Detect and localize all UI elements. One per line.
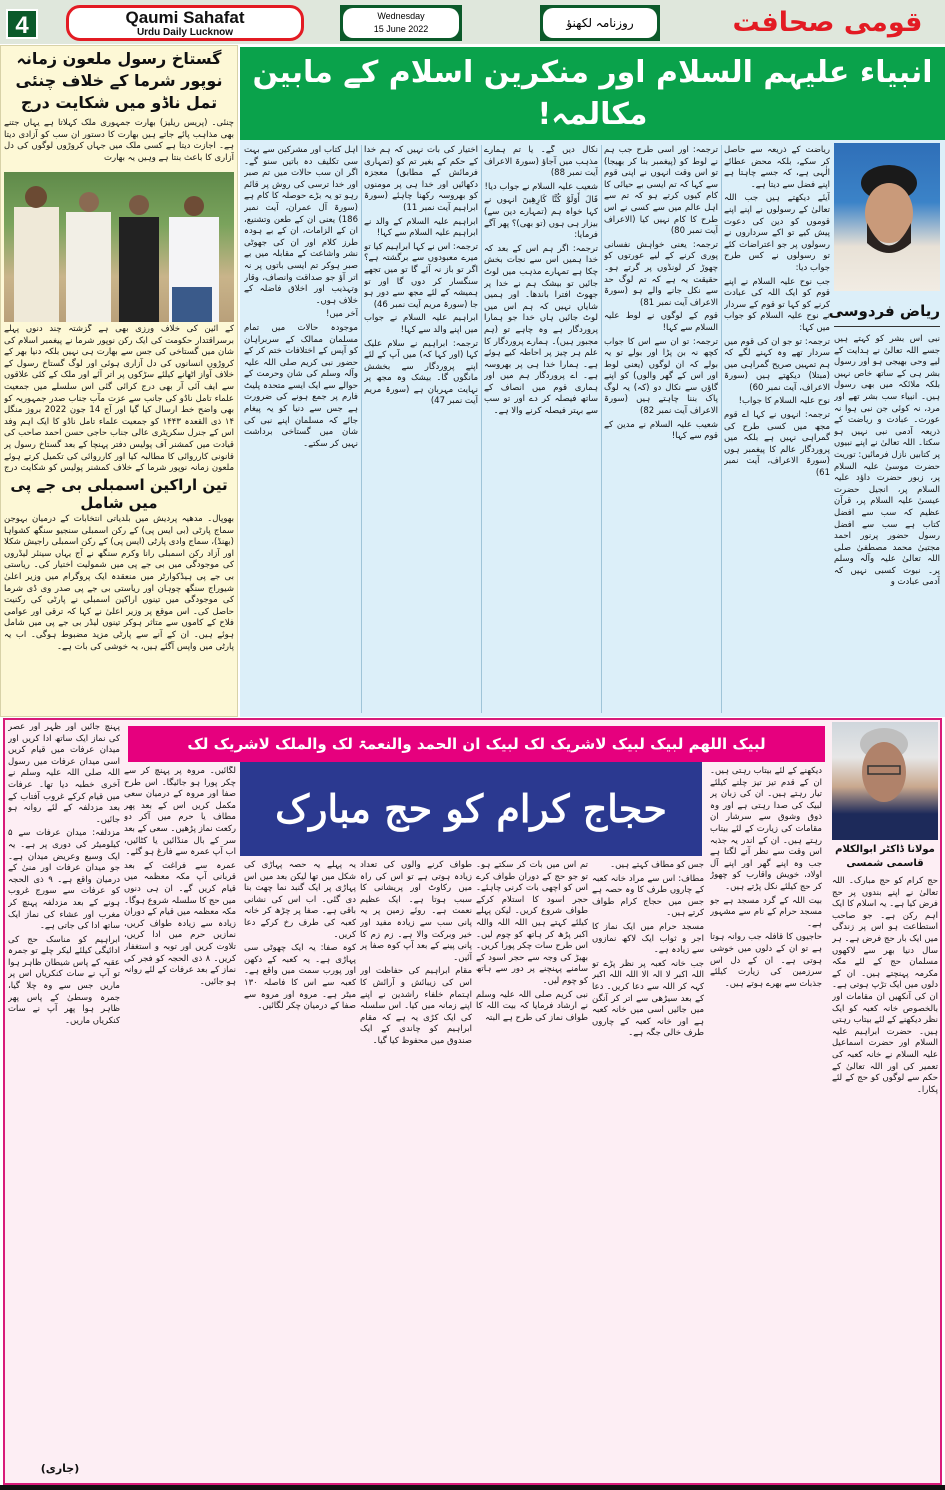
paragraph: قَالَ أَوَلَوْ كُنَّا كَارِهِينَ انہوں نے کہا خواہ ہم (تمہارے دین سے) بیزار ہی ہوں (تو بھی)؟ پھر آگے فرمایا: (484, 195, 598, 241)
paragraph: نبی کریم صلی اللہ علیہ وسلم نے ارشاد فرمایا کہ بیت اللہ کا طواف نماز کی طرح ہے البتہ (476, 989, 588, 1023)
news-photo (4, 172, 234, 322)
paragraph: مسجد حرام میں ایک نماز کا اجر و ثواب ایک لاکھ نمازوں سے زیادہ ہے۔ (592, 921, 704, 956)
paragraph: جب خانہ کعبہ پر نظر پڑے تو اللہ اکبر لا الہ الا اللہ اللہ اکبر کہہ کر اللہ سے دعا کریں۔ دعا کے بعد سیڑھی سے اتر کر آنگن میں جائیں اسی میں خانہ کعبہ ہے اور خانہ کعبہ کے چاروں طرف خالی جگہ ہے۔ (592, 958, 704, 1039)
paragraph: کوہ صفا: یہ ایک چھوٹی سی پہاڑی ہے۔ یہ کعبہ کے دکھن اور پورب سمت میں واقع ہے۔ کعبہ سے اس کا فاصلہ ۱۳۰ میٹر ہے۔ مروہ اور مروہ سے صفا کے درمیان چکر لگائیں۔ (244, 943, 356, 1012)
paragraph: ابراہیم کو مناسک حج کی ادائیگی کیلئے لیکر چلے تو جمرہ عقبہ کے پاس شیطان ظاہر ہوا تو آپ نے سات کنکریاں اس پر ماریں جس سے وہ چلا گیا، جمرہ وسطیٰ کے پاس پھر ظاہر ہوا پھر آپ نے سات کنکریاں ماریں۔ (8, 934, 120, 1026)
paragraph: کے آئین کی خلاف ورزی بھی ہے گزشتہ چند دنوں پہلے برسراقتدار حکومت کی ایک رکن نوپور شرما نے پیغمبر اسلام کی شان میں گستاخی کی جس سے بھارت ہی نہیں بلکہ دنیا بھر کے کروڑوں انسانوں کی دل آزاری ہوئی اور لوگ گستاخ رسول کے خلاف آواز اٹھانے کیلئے سڑکوں پر اتر آئے اور ملک کے کئی علاقوں سے ایف آئی آر بھی درج کرائی گئی اس سلسلے میں جمعیت علماء تامل ناڈو کی جانب سے عزت مآب جناب صدر جمہوریہ کو بھی واضح خط ارسال کیا گیا اور آج 14 جون 2022 بروز منگل ۱۴ ذی القعدہ ۱۴۴۳ کو جمعیت علماء تامل ناڈو کا ایک اہم وفد اس کے جنرل سکریٹری عالی جناب حاجی حسن احمد صاحب کی قیادت میں کمشنر آف پولیس دفتر پہنچا کے بعد گستاخ رسول پر قانونی کارروائی کا مطالبہ کیا اور کارروائی کی تکمیل کرتے ہوئے ملعون زمانہ نوپور شرما کے خلاف کمشنر پولیس کو شکایت درج (4, 324, 234, 474)
masthead-logo (66, 5, 304, 41)
article-column (724, 145, 830, 713)
article-column (364, 145, 478, 713)
paragraph: بیت اللہ کے گرد مسجد ہے جو مسجد حرام کے نام سے مشہور ہے۔ (710, 895, 822, 929)
main-headline: انبیاء علیہم السلام اور منکرین اسلام کے مابین مکالمہ! (240, 47, 945, 140)
date-box (340, 5, 462, 41)
article-column (244, 145, 358, 713)
author-name: مولانا ڈاکٹر ابوالکلام قاسمی شمسی (835, 844, 935, 869)
column-divider (721, 145, 722, 713)
paragraph: جس کو مطاف کہتے ہیں۔ (610, 860, 704, 870)
paragraph: طواف کرنے والوں کی تعداد زیادہ ہوتی ہے تو اس کی راہ میں رکاوٹ اور پریشانی کا سبب ہوتا ہے۔ ایک عظیم نعمت ہے۔ روئے زمین پر یہ پانی سب سے زیادہ مفید اور خیر وبرکت والا ہے۔ زم زم کا پانی پینے کے بعد آپ کوہ صفا پر آئیں۔ (360, 860, 472, 963)
left-story-intro (4, 118, 234, 170)
article-column (832, 876, 938, 1482)
paragraph: ریاضت کے ذریعہ سے حاصل کر سکے، بلکہ محض عطائے الٰہی ہے، کہ جسے چاہتا ہے اپنے فضل سے دیتا ہے۔ (724, 145, 830, 190)
second-headline: تین اراکین اسمبلی بی جے پی میں شامل (10, 476, 228, 512)
paragraph: مقام ابراہیم کی حفاظت اور اس کی زیبائش و آرائش کا اہتمام خلفاء راشدین نے اپنے اپنے زمانہ میں کیا۔ اس سلسلہ کی ایک کڑی یہ ہے کہ مقام ابراہیم کو چاندی کے ایک صندوق میں محفوظ کیا گیا۔ (360, 966, 472, 1046)
paragraph: اختیار کی بات نہیں کہ ہم خدا کے حکم کے بغیر تم کو (تمہاری فرمائش کے مطابق) معجزہ دکھائیں اور خدا ہی پر مومنوں کو بھروسہ رکھنا چاہئے (سورۃ ابراہیم آیت نمبر 11) (364, 145, 478, 213)
paragraph: نکال دیں گے۔ یا تم ہمارے مذہب میں آجاؤ (سورۃ الاعراف آیت نمبر 88) (484, 145, 598, 179)
paragraph: مزدلفہ: میدان عرفات سے ۵ کیلومیٹر کی دوری پر ہے۔ یہ ایک وسیع وعریض میدان ہے۔ جو میدان عرفات اور منیٰ کے درمیان واقع ہے۔ ۹ ذی الحجہ کو عرفات سے سورج غروب ہونے کے بعد مزدلفہ پہنچ کر مغرب اور عشاء کی نماز ایک ساتھ ادا کی جاتی ہے۔ (8, 828, 120, 932)
paragraph: شعیب علیہ السلام نے مدین کے قوم سے کہا! (604, 419, 718, 442)
talbiyah-banner: لبیک اللھم لبیک لبیک لاشریک لک لبیک ان الحمد والنعمۃ لک والملک لاشریک لک (128, 726, 825, 762)
paragraph: ترجمہ: یعنی خواہش نفسانی پوری کرنے کے لیے عورتوں کو چھوڑ کر لونڈوں پر گرتے ہو۔ حقیقت یہ ہے کہ تم لوگ حد سے نکل جانے والے ہو (سورۃ الاعراف آیت نمبر 81) (604, 239, 718, 308)
author-photo (834, 143, 940, 291)
article-column (8, 722, 120, 1460)
article-column (592, 860, 704, 1482)
paragraph: آیئے دیکھتے ہیں جب اللہ تعالیٰ کے رسولوں نے اپنے اپنے قوموں کو دین کی دعوت پیش کیے تو اکے سرداروں نے رسولوں پر جو اعتراضات کئے تو رسولوں نے کس طرح جواب دیا: (724, 193, 830, 273)
left-story-headline: گستاخ رسول ملعون زمانہ نوپور شرما کے خلاف چنئی تمل ناڈو میں شکایت درج (15, 49, 223, 112)
date: 15 June 2022 (373, 24, 429, 34)
paragraph: لگائیں۔ مروہ پر پہنچ کر سے چکر پورا ہو جائیگا۔ اس طرح صفا اور مروہ کے درمیان سعی مکمل کریں اس کے بعد پھر مطاف یا حرم میں آکر دو رکعت نماز پڑھیں۔ سعی کے بعد سر کے بال منڈائیں یا کٹائیں، اب آپ عمرہ سے فارغ ہو گئے۔ (124, 766, 236, 858)
paragraph: ترجمہ: تو ان سے اس کا جواب کچھ نہ بن پڑا اور بولے تو یہ بولے کہ ان لوگوں (یعنی لوط اور اس کے گھر والوں) کو اپنے گاؤں سے نکال دو (کہ) یہ لوگ پاک بننا چاہتے ہیں (سورۃ الاعراف آیت نمبر 82) (604, 336, 718, 417)
paragraph: ترجمہ: اس نے کہا ابراہیم کیا تو میرے معبودوں سے برگشتہ ہے؟ اگر تو باز نہ آئے گا تو میں تجھے سنگسار کر دوں گا اور تو ہمیشہ کے لئے مجھ سے دور ہو جا (سورۃ مریم آیت نمبر 46) (364, 241, 478, 310)
paragraph: موجودہ حالات میں تمام مسلمان ممالک کے سربراہان کو آپس کے اختلافات ختم کر کے حضور نبی کریم صلی اللہ علیہ وآلہ وسلم کی شان وحرمت کے حوالے سے ایک ایسے متحدہ پلیٹ فارم پر جمع ہونے کی ضرورت ہے جس سے دنیا کو یہ پیغام جائے کہ مسلمان اپنے نبی کی شان میں گستاخی برداشت نہیں کر سکتے۔ (244, 322, 358, 449)
urdu-logo: قومی صحافت (732, 7, 923, 38)
masthead-title: Qaumi Sahafat (125, 8, 245, 27)
paragraph: مطاف: اس سے مراد خانہ کعبہ کے چاروں طرف کا وہ حصہ ہے جس میں حجاج کرام طواف کرتے ہیں۔ (592, 873, 704, 919)
article-column (244, 860, 356, 1482)
paragraph: ترجمہ: اگر ہم اس کے بعد کہ خدا ہمیں اس سے نجات بخش چکا ہے تمہارے مذہب میں لوٹ جائیں تو بیشک ہم نے خدا پر جھوٹ افترا باندھا۔ اور ہمیں شایاں نہیں کہ ہم اس میں لوٹ جائیں ہاں خدا جو ہمارا پروردگار ہے وہ چاہے تو (ہم مجبور ہیں)۔ ہمارے پروردگار کا علم ہر چیز پر احاطہ کیے ہوئے ہے۔ ہمارا خدا ہی پر بھروسہ ہے۔ اے پروردگار ہم میں اور ہماری قوم میں انصاف کے ساتھ فیصلہ کر دے اور تو سب سے بہتر فیصلہ کرنے والا ہے۔ (484, 243, 598, 417)
paragraph: نبی اس بشر کو کہتے ہیں جسے اللہ تعالیٰ نے ہدایت کے لیے وحی بھیجی ہو اور رسول بشر ہی کے ساتھ خاص نہیں بلکہ ملائکہ میں بھی رسول ہیں۔ انبیاء سب بشر تھے اور مرد، نہ کوئی جن نبی ہوا نہ عورت۔ عبادت و ریاضت کے ذریعہ آدمی نبی نہیں ہو سکتا۔ اللہ تعالیٰ نے اپنے نبیوں پر کتابیں نازل فرمائیں: توریت حضرت موسیٰ علیہ السلام پر، زبور حضرت داؤد علیہ السلام پر، انجیل حضرت عیسیٰ علیہ السلام پر، قرآن عظیم کہ سب سے افضل کتاب ہے سب سے افضل رسول حضور پرنور احمد مجتبیٰ محمد مصطفیٰ صلی اللہ تعالیٰ علیہ وآلہ وسلم پر۔ نبوت کسبی نہیں کہ آدمی عبادت و (834, 334, 940, 588)
left-story-body (4, 324, 234, 474)
article-column (484, 145, 598, 713)
paragraph: آخر میں! (325, 309, 358, 320)
paragraph: جب نوح علیہ السلام نے اپنے قوم کو ایک اللہ کی عبادت کرنے کو کہا تو قوم کے سردار نے نوح علیہ السلام کو جواب میں کہا: (724, 276, 830, 333)
paragraph: اہل کتاب اور مشرکین سے بہت سی تکلیف دہ باتیں سنو گے۔ اگر ان سب حالات میں تم صبر اور خدا ترسی کی روش پر قائم رہو تو یہ بڑے حوصلہ کا کام ہے (سورۃ آل عمران، آیت نمبر 186) یعنی ان کے طعن وتشنیع، ان کے الزامات، ان کے بے ہودہ طرز کلام اور ان کی جھوٹی نشر واشاعت کے مقابلہ میں بے صبر ہوکر تم ایسی باتوں پر نہ اتر آؤ جو صداقت وانصاف، وقار وتہذیب اور اخلاق فاضلہ کے خلاف ہوں۔ (244, 145, 358, 306)
paragraph: ابراہیم علیہ السلام نے جواب میں اپنے والد سے کہا! (364, 313, 478, 335)
paragraph: عمرہ سے فراغت کے بعد قربانی آپ مکہ معظمہ میں قیام کریں گے۔ ان ہی دنوں میں حج کا سلسلہ شروع ہوگا۔ مکہ معظمہ میں قیام کے دوران زیادہ سے زیادہ طواف کریں، نمازیں حرم میں ادا کریں، تلاوت کریں اور توبہ و استغفار کریں۔ ۸ ذی الحجہ کو فجر کی نماز کے بعد عرفات کے لئے روانہ ہو جائیں۔ (124, 860, 236, 987)
paragraph: نوح علیہ السلام کا جواب! (738, 396, 830, 407)
paragraph: حج کرام کو حج مبارک۔ اللہ تعالیٰ نے اپنے بندوں پر حج فرض کیا ہے۔ یہ اسلام کا ایک اہم رکن ہے۔ جو صاحب استطاعت ہو اس پر زندگی میں ایک بار حج فرض ہے۔ ہر سال دنیا بھر سے لاکھوں مسلمان حج کے لئے مکہ مکرمہ پہنچتے ہیں۔ ان کے دلوں میں ایک تڑپ ہوتی ہے۔ ان کی آنکھیں ان مقامات اور بالخصوص خانہ کعبہ کو ایک نظر دیکھنے کے لئے بیتاب رہتی ہیں۔ حضرت ابراہیم علیہ السلام اور حضرت اسماعیل علیہ السلام نے خانہ کعبہ کی تعمیر کی اور اللہ تعالیٰ کے حکم سے لوگوں کو حج کے لئے پکارا۔ (832, 876, 938, 1095)
article-column (360, 860, 472, 1482)
page-number: 4 (6, 9, 38, 39)
article-column (124, 766, 236, 1482)
paragraph: تم اس میں بات کر سکتے ہو۔ تو جو حج کے دوران طواف کرے اس کو اچھی بات کرنی چاہئے۔ حجر اسود کا استلام کرکے طواف شروع کریں۔ لیکن پہلے کیلئے کہتے ہیں اللہ اللہ واللہ اکبر پڑھ کر ہاتھ کو چوم لیں۔ اس طرح سات چکر پورا کریں۔ بھیڑ کی وجہ سے حجر اسود کے سامنے پہنچنے پر دور سے ہاتھ کو چوم لیں۔ (476, 860, 588, 986)
paragraph: ترجمہ: تو جو ان کی قوم میں سردار تھے وہ کہنے لگے کہ ہم تمہیں صریح گمراہی میں (مبتلا) دیکھتے ہیں (سورۃ الاعراف، آیت نمبر 60) (724, 336, 830, 393)
author-name: ریاض فردوسی (834, 296, 940, 327)
column-divider (601, 145, 602, 713)
paragraph: چنئی۔ (پریس ریلیز) بھارت جمہوری ملک کہلاتا ہے یہاں جتنے بھی مذاہب پائے جاتے ہیں بھارت کا دستور ان سب کو آزادی دیتا ہے۔ اجازت دیتا ہے کسی ملک میں جہاں کروڑوں لوگوں کی دل آزاری کا باعث بنتا ہے وہیں یہ بھارت (4, 118, 234, 163)
paragraph: ابراہیم علیہ السلام کے والد نے ابراہیم علیہ السلام سے کہا! (364, 216, 478, 239)
paragraph: حاجیوں کا قافلہ جب روانہ ہوتا ہے تو ان کے دلوں میں خوشی ہوتی ہے۔ ان کے دل اس سرزمین کی زیارت کیلئے جذبات سے بھرے ہوتے ہیں۔ (710, 932, 822, 989)
paragraph: بھوپال۔ مدھیہ پردیش میں بلدیاتی انتخابات کے درمیان بہوجن سماج پارٹی (بی ایس پی) کے رکن اسمبلی سنجیو سنگھ کشواہا (بھنڈ)، سماج وادی پارٹی (ایس پی) کے رکن اسمبلی راجیش شکلا اور آزاد رکن اسمبلی رانا وکرم سنگھ نے آج یہاں سینئر لیڈروں کی موجودگی میں بی جے پی میں شمولیت اختیار کی۔ ریاستی بی جے پی ہیڈکوارٹر میں منعقدہ ایک پروگرام میں وزیر اعلیٰ شیوراج سنگھ چوہان اور ریاستی بی جے پی صدر وی ڈی شرما کی موجودگی میں تینوں اراکین اسمبلی نے پارٹی کی رکنیت حاصل کی۔ اس موقع پر وزیر اعلیٰ نے کہا کہ ترقی اور عوامی فلاح کے کاموں سے متاثر ہوکر تینوں لیڈر بی جے پی میں شامل ہوئے ہیں۔ ان کے آنے سے پارٹی مزید مضبوط ہوگی۔ اب یہ پارٹی میں واپس آگئے ہیں، یہ خوشی کی بات ہے۔ (4, 514, 234, 652)
paragraph: ترجمہ: ابراہیم نے سلام علیک کہا (اور کہا کہ) میں آپ کے لئے اپنے پروردگار سے بخشش مانگوں گا۔ بیشک وہ مجھ پر نہایت مہربان ہے (سورۃ مریم آیت نمبر 47) (364, 338, 478, 407)
masthead-subtitle: Urdu Daily Lucknow (136, 27, 234, 38)
paragraph: دیکھنے کے لئے بیتاب رہتی ہیں۔ ان کے قدم تیز تیز چلنے کیلئے تیار رہتے ہیں۔ ان کی زبان پر لبیک کی صدا رہتی ہے اور وہ ذوق وشوق سے سرشار ان مقامات کی زیارت کے لئے بیتاب رہتے ہیں۔ ان کے اندر یہ جذبہ اس وقت سے نظر آنے لگتا ہے جب وہ اپنے گھر اور اپنے آل اولاد، خویش واقارب کو چھوڑ کر حج کیلئے نکل پڑتے ہیں۔ (710, 766, 822, 892)
article-column (710, 766, 822, 1482)
paragraph: قوم کے لوگوں نے لوط علیہ السلام سے کہا! (604, 311, 718, 333)
hajj-headline: حجاج کرام کو حج مبارک (240, 762, 702, 856)
article-column (834, 334, 940, 713)
page-bottom-rule (0, 1485, 945, 1490)
article-column (604, 145, 718, 713)
column-divider (481, 145, 482, 713)
article-column (476, 860, 588, 1482)
paragraph: یہ پہلے یہ حصہ پہاڑی کی شکل میں تھا لیکن بعد میں اس پہاڑی پر ایک گنبد نما چھت بنا دی گئی۔ اب اس کی نشانی باقی ہے۔ صفا پر چڑھ کر خانہ کعبہ کی طرف رخ کرکے دعا کریں۔ (244, 860, 356, 940)
roznama-label: روزنامہ لکھنؤ (543, 8, 657, 38)
day: Wednesday (377, 11, 425, 21)
author-photo (832, 722, 938, 840)
paragraph: ترجمہ: اور اسی طرح جب ہم نے لوط کو (پیغمبر بنا کر بھیجا) تو اس وقت انہوں نے اپنی قوم سے کہا کہ تم ایسی بے حیائی کا کام کیوں کرتے ہو کہ تم سے اہل عالم میں سے کسی نے اس طرح کا کام نہیں کیا (الاعراف آیت نمبر 80) (604, 145, 718, 237)
paragraph: پہنچ جائیں اور ظہر اور عصر کی نماز ایک ساتھ ادا کریں اور میدان عرفات میں قیام کریں اسی میدان عرفات میں رسول اللہ صلی اللہ علیہ وسلم نے آخری خطبہ دیا تھا۔ عرفات میں قیام کرکے غروب آفتاب کے بعد مزدلفہ کے لئے روانہ ہو جائیں۔ (8, 722, 120, 825)
second-story-body (4, 514, 234, 713)
paragraph: ترجمہ: انہوں نے کہا اے قوم مجھ میں کسی طرح کی گمراہی نہیں ہے بلکہ میں پروردگار عالم کا پیغمبر ہوں (سورۃ الاعراف، آیت نمبر 61) (724, 410, 830, 479)
column-divider (361, 145, 362, 713)
roznama-box (540, 5, 660, 41)
continued-label: (جاری) (40, 1462, 80, 1475)
paragraph: شعیب علیہ السلام نے جواب دیا! (484, 181, 598, 192)
